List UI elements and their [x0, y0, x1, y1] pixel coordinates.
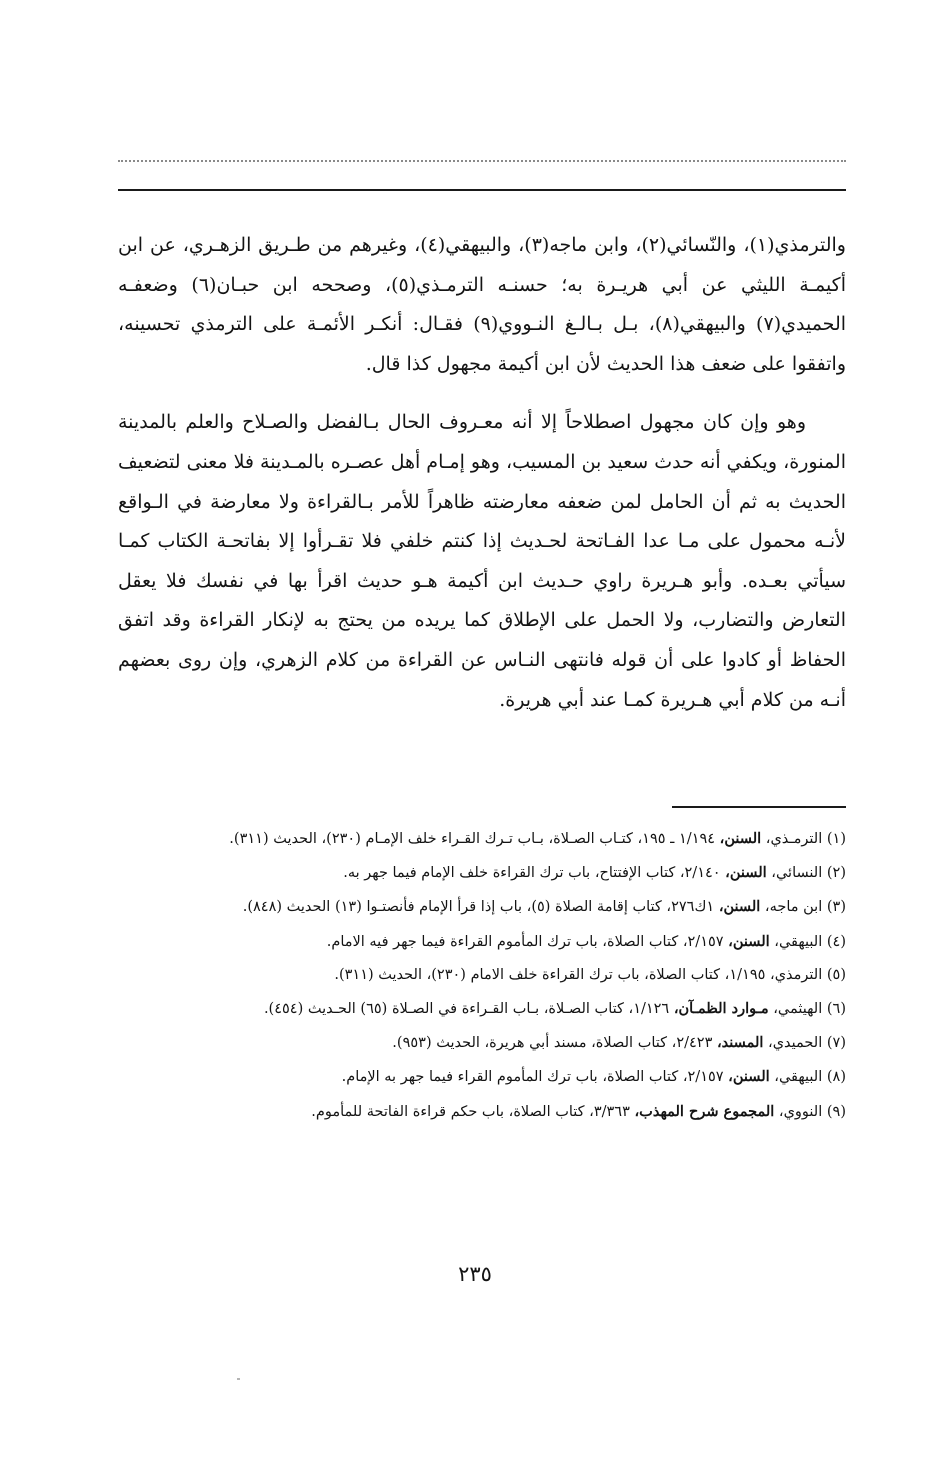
header-dotted-rule [118, 160, 846, 162]
footnote-reference: ١/١٩٤ ـ ١٩٥، كتـاب الصـلاة، بـاب تـرك القـراء خلف الإمـام (٢٣٠)، الحديث (٣١١). [229, 831, 716, 847]
footnote-author: النووي، [778, 1103, 823, 1120]
footnote-source: السنن، [719, 830, 762, 847]
footnote-author: البيهقي، [774, 933, 823, 950]
scan-speck [237, 1378, 240, 1380]
footnote-source: السنن، [725, 864, 767, 882]
footnote-source: مـوارد الظمـآن، [673, 1000, 769, 1018]
footnote-reference: ١/١٢٦، كتاب الصـلاة، بـاب القـراءة في الصـلاة (٦٥) الحـديث (٤٥٤). [263, 1001, 670, 1018]
footnote-number: (٤) [826, 933, 846, 950]
footnote-3 [118, 890, 846, 924]
footnote-number: (٣) [826, 899, 846, 916]
footnote-5 [118, 959, 846, 992]
footnote-reference: ١ك٢٧٦، كتاب إقامة الصلاة (٥)، باب إذا قرأ الإمام فأنصتـوا (١٣) الحديث (٨٤٨). [242, 899, 715, 916]
footnote-number: (٨) [826, 1069, 846, 1086]
footnote-author: ابن ماجه، [764, 899, 823, 916]
footnote-reference: ٢/٤٢٣، كتاب الصلاة، مسند أبي هريرة، الحديث (٩٥٣). [392, 1035, 713, 1052]
footnote-6 [118, 992, 846, 1026]
page-number: ٢٣٥ [458, 1262, 492, 1286]
footnote-author: الترمـذي، [765, 831, 823, 847]
footnote-source: السنن، [728, 1068, 770, 1086]
paragraph-2: وهو وإن كان مجهول اصطلاحاً إلا أنه معـروف الحال بـالفضل والصـلاح والعلم بالمدينة المنورة، ويكفي أنه حدث سعيد بن المسيب، وهو إمـام أهل عصـره بالمـدينة فلا معنى لتضعيف الحديث به ثم أن الحامل لمن ضعفه معارضته ظاهراً للأمر بـالقراءة ولا معارضة في الـواقع لأنـه محمول على مـا عدا الفـاتحة لحـديث إذا كنتم خلفي فلا تقـرأوا إلا بفاتحـة الكتاب كمـا سيأتي بعـده. وأبو هـريرة راوي حـديث ابن أكيمة هـو حديث اقرأ بها في نفسك فلا يعقل التعارض والتضارب، ولا الحمل على الإطلاق كما يريده من يحتج به لإنكار القراءة وقد اتفق الحفاظ أو كادوا على أن قوله فانتهى النـاس عن القراءة من كلام الزهري، وإن روى بعضهم أنـه من كلام أبي هـريرة كمـا عند أبي هريرة. [118, 411, 846, 711]
footnote-source: السنن، [728, 932, 770, 950]
footnote-number: (٧) [826, 1035, 846, 1052]
header-rule [118, 189, 846, 191]
footnote-1 [118, 822, 846, 856]
footnote-source: السنن، [718, 898, 761, 916]
footnote-4 [118, 925, 846, 959]
footnote-separator [672, 806, 846, 808]
footnote-8 [118, 1060, 846, 1094]
paragraph-1: والترمذي(١)، والنّسائي(٢)، وابن ماجه(٣)، والبيهقي(٤)، وغيرهم من طـريق الزهـري، عن ابن أكيمـة الليثي عن أبي هريـرة به؛ حسنـه الترمـذي(٥)، وصححه ابن حبـان(٦) وضعفـه الحميدي(٧) والبيهقي(٨)، بـل بـالـغ النـووي(٩) فقـال: أنكـر الأئمـة على الترمذي تحسينه، واتفقوا على ضعف هذا الحديث لأن ابن أكيمة مجهول كذا قال. [118, 234, 847, 375]
footnote-reference: ١/١٩٥، كتاب الصلاة، باب ترك القراءة خلف الامام (٢٣٠)، الحديث (٣١١). [334, 966, 766, 983]
footnote-author: الهيثمي، [773, 1001, 823, 1018]
footnotes-list [118, 822, 846, 1129]
footnote-source: المجموع شرح المهذب، [634, 1102, 775, 1120]
footnote-author: الترمذي، [770, 966, 823, 983]
footnote-2 [118, 856, 846, 890]
footnote-number: (٥) [826, 966, 846, 983]
footnote-7 [118, 1026, 846, 1060]
footnote-source: المسند، [716, 1034, 764, 1052]
footnote-author: النسائي، [771, 865, 823, 882]
footnote-number: (٢) [826, 865, 846, 882]
footnote-reference: ٢/١٥٧، كتاب الصلاة، باب ترك المأموم القراءة فيما جهر فيه الامام. [326, 933, 724, 950]
footnote-author: البيهقي، [774, 1069, 823, 1086]
footnote-number: (٦) [826, 1001, 846, 1018]
footnote-reference: ٢/١٤٠، كتاب الإفتتاح، باب ترك القراءة خلف الإمام فيما جهر به. [343, 865, 721, 882]
main-text [118, 226, 846, 720]
footnote-author: الحميدي، [768, 1035, 823, 1052]
footnote-reference: ٢/١٥٧، كتاب الصلاة، باب ترك المأموم القراء فيما جهر به الإمام. [341, 1069, 724, 1086]
footnote-number: (١) [826, 831, 846, 847]
footnote-9 [118, 1095, 846, 1129]
footnote-number: (٩) [826, 1103, 846, 1120]
footnote-reference: ٣/٣٦٣، كتاب الصلاة، باب حكم قراءة الفاتحة للمأموم. [311, 1103, 630, 1120]
